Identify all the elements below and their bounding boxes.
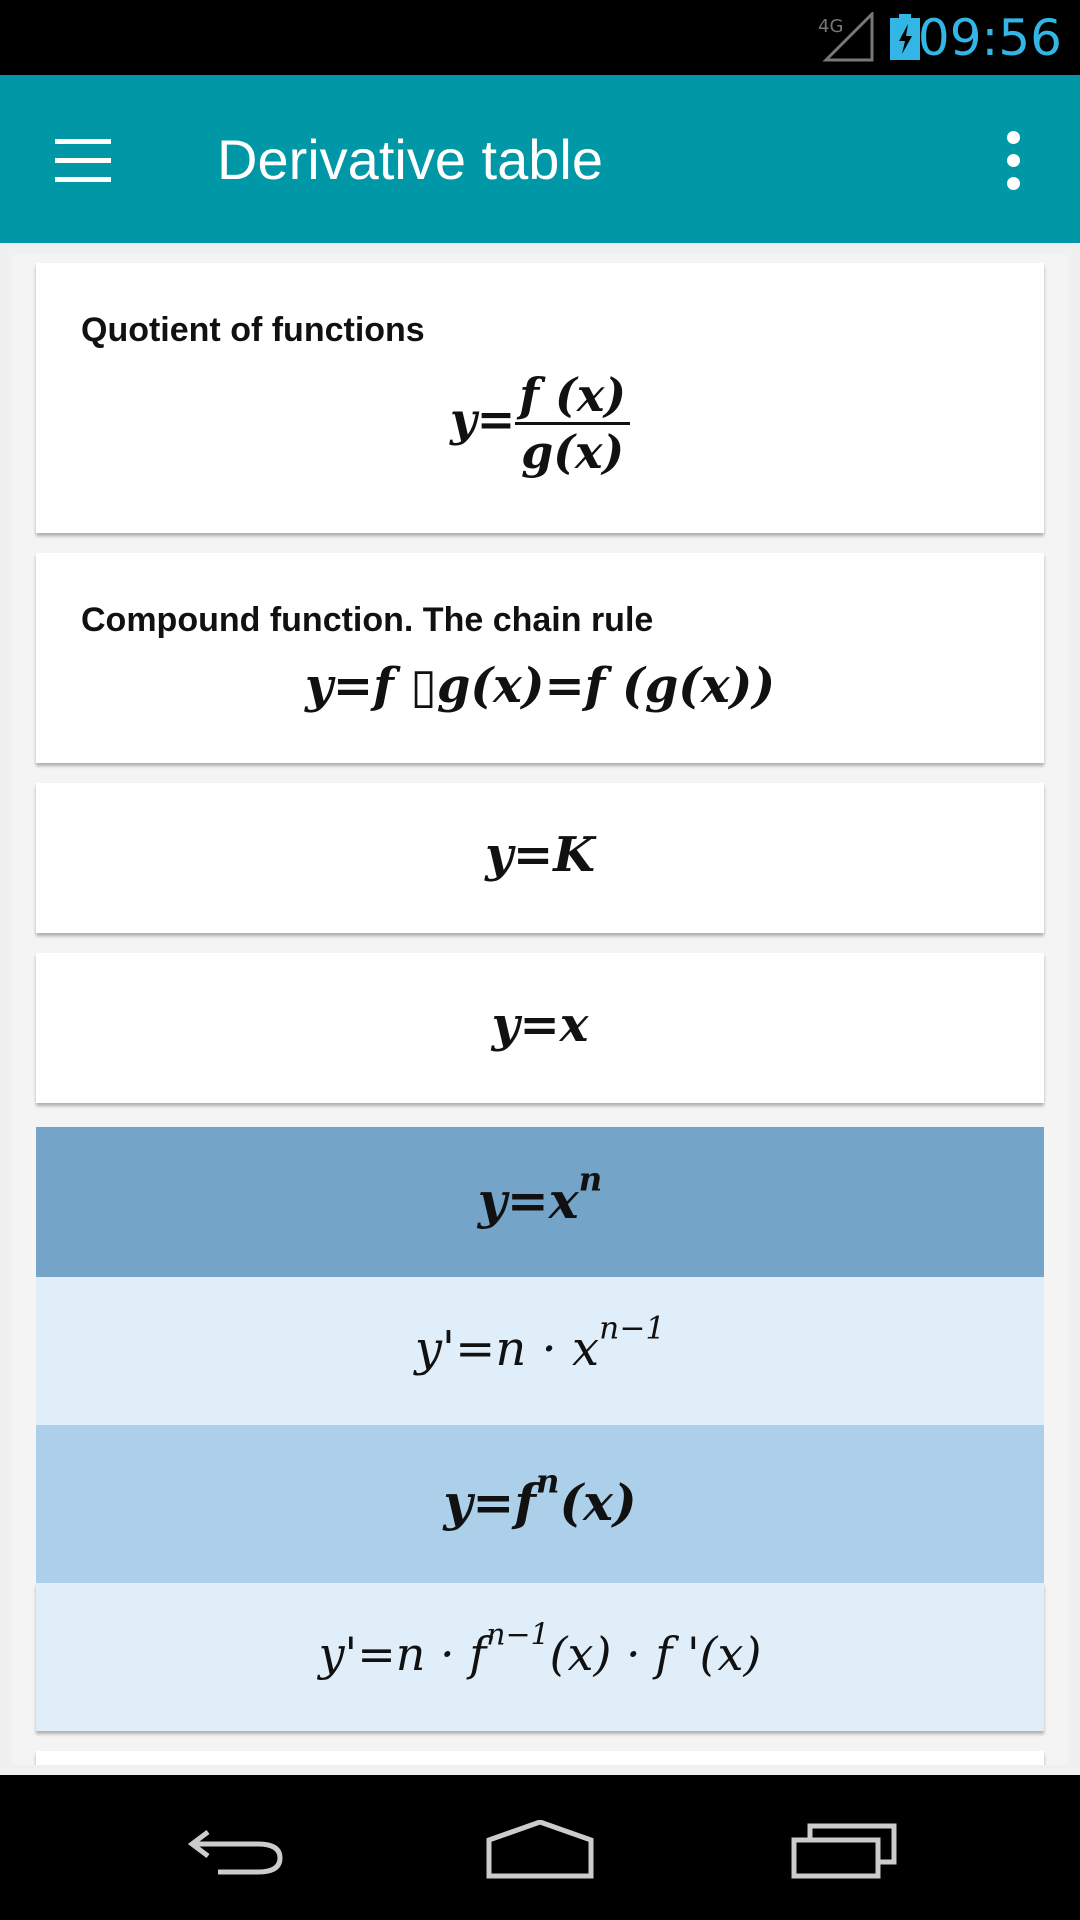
formula: y=f ▯g(x)=f (g(x)) bbox=[304, 658, 776, 714]
card-next[interactable] bbox=[36, 1751, 1044, 1765]
home-icon[interactable] bbox=[485, 1820, 595, 1880]
card-chain-rule[interactable] bbox=[36, 553, 1044, 763]
derivative-list[interactable] bbox=[12, 255, 1068, 1765]
formula: $y=f^n(x)$ bbox=[443, 1461, 637, 1532]
page-title: Derivative table bbox=[217, 128, 603, 191]
status-bar bbox=[0, 0, 1080, 75]
overflow-menu-icon[interactable] bbox=[1000, 131, 1028, 191]
formula: y=K bbox=[485, 827, 595, 883]
power-header[interactable] bbox=[36, 1127, 1044, 1277]
card-label: Compound function. The chain rule bbox=[81, 601, 654, 639]
recents-icon[interactable] bbox=[790, 1820, 900, 1880]
svg-text:4G: 4G bbox=[818, 16, 844, 37]
card-identity[interactable] bbox=[36, 953, 1044, 1103]
card-quotient[interactable] bbox=[36, 263, 1044, 533]
hamburger-menu-icon[interactable] bbox=[55, 139, 113, 183]
back-icon[interactable] bbox=[188, 1820, 288, 1880]
power-function-header[interactable] bbox=[36, 1425, 1044, 1583]
formula: y=x bbox=[491, 997, 589, 1053]
formula: y= $\frac{f (x)}{g(x)}$ bbox=[36, 368, 1044, 479]
card-label: Quotient of functions bbox=[81, 311, 425, 349]
signal-icon bbox=[818, 12, 874, 62]
app-bar bbox=[0, 75, 1080, 243]
battery-charging-icon bbox=[890, 14, 920, 60]
formula: $y'=n \cdot x^{n-1}$ bbox=[414, 1310, 666, 1377]
power-derivative-row bbox=[36, 1277, 1044, 1425]
formula: $y=x^n$ bbox=[477, 1159, 603, 1230]
clock: 09:56 bbox=[917, 9, 1062, 67]
card-constant[interactable] bbox=[36, 783, 1044, 933]
power-function-derivative-row bbox=[36, 1583, 1044, 1731]
navigation-bar bbox=[0, 1775, 1080, 1920]
formula: $y'=n \cdot f^{n-1}(x) \cdot f$ '(x) bbox=[318, 1617, 762, 1681]
